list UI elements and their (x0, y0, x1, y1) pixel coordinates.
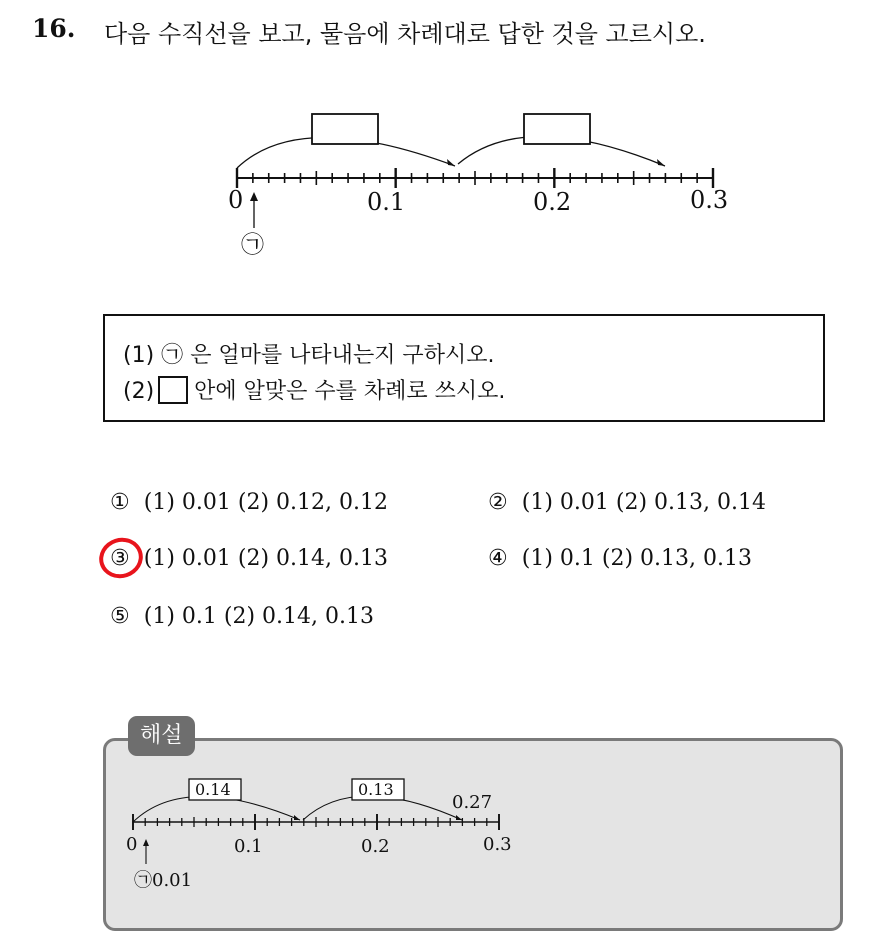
solution-box-1-value: 0.14 (195, 780, 231, 799)
question-number: 16. (32, 14, 76, 43)
condition-2-text: 안에 알맞은 수를 차례로 쓰시오. (194, 379, 506, 404)
choice-4-mark: ④ (488, 546, 508, 571)
choice-3-mark: ③ (110, 546, 130, 571)
choice-5-mark: ⑤ (110, 604, 130, 629)
main-number-line (237, 168, 713, 188)
tick-label-0.3: 0.3 (690, 186, 729, 214)
blank-box-1 (312, 114, 378, 144)
choice-4-text: (1) 0.1 (2) 0.13, 0.13 (521, 546, 752, 571)
question-text: 다음 수직선을 보고, 물음에 차례대로 답한 것을 고르시오. (104, 20, 706, 48)
solution-tab: 해설 (128, 716, 195, 756)
solution-box-2-value: 0.13 (358, 780, 394, 799)
tick-label-0.2: 0.2 (533, 188, 572, 216)
choice-2-mark: ② (488, 490, 508, 515)
solution-figure (0, 760, 884, 930)
jump-arc-2-arrowhead (657, 159, 665, 166)
solution-tick-label-0: 0 (126, 834, 138, 855)
solution-marker-text: ㉠0.01 (134, 870, 193, 891)
choice-3-text: (1) 0.01 (2) 0.14, 0.13 (143, 546, 388, 571)
condition-1 (123, 338, 494, 369)
choice-1-text: (1) 0.01 (2) 0.12, 0.12 (143, 490, 388, 515)
solution-marker-arrowhead (143, 839, 149, 846)
condition-2-prefix: (2) (123, 379, 155, 404)
blank-box-2 (524, 114, 590, 144)
jump-arc-1-arrowhead (447, 159, 455, 166)
marker-label: ㉠ (241, 232, 264, 258)
condition-2 (123, 374, 505, 405)
conditions-box (103, 314, 825, 422)
choice-2-text: (1) 0.01 (2) 0.13, 0.14 (521, 490, 766, 515)
blank-box-symbol (158, 376, 188, 404)
marker-arrowhead (250, 192, 258, 201)
solution-tick-label-0.2: 0.2 (361, 836, 390, 857)
tick-label-0.1: 0.1 (367, 188, 406, 216)
choice-5-text: (1) 0.1 (2) 0.14, 0.13 (143, 604, 374, 629)
choice-1[interactable] (110, 490, 388, 515)
number-line-figure (0, 0, 884, 300)
condition-1-text: 은 얼마를 나타내는지 구하시오. (190, 343, 495, 368)
solution-number-line (133, 814, 499, 830)
choice-2[interactable] (488, 490, 766, 515)
choice-5[interactable] (110, 604, 374, 629)
tick-label-0: 0 (228, 186, 244, 214)
solution-end-label: 0.27 (452, 792, 493, 813)
solution-tick-label-0.3: 0.3 (483, 834, 512, 855)
choice-4[interactable] (488, 546, 752, 571)
solution-tick-label-0.1: 0.1 (234, 836, 263, 857)
choice-1-mark: ① (110, 490, 130, 515)
condition-1-prefix: (1) (123, 343, 155, 368)
selected-answer-ring (94, 532, 148, 584)
condition-1-marker: ㉠ (161, 343, 184, 368)
choice-3[interactable] (110, 546, 388, 571)
